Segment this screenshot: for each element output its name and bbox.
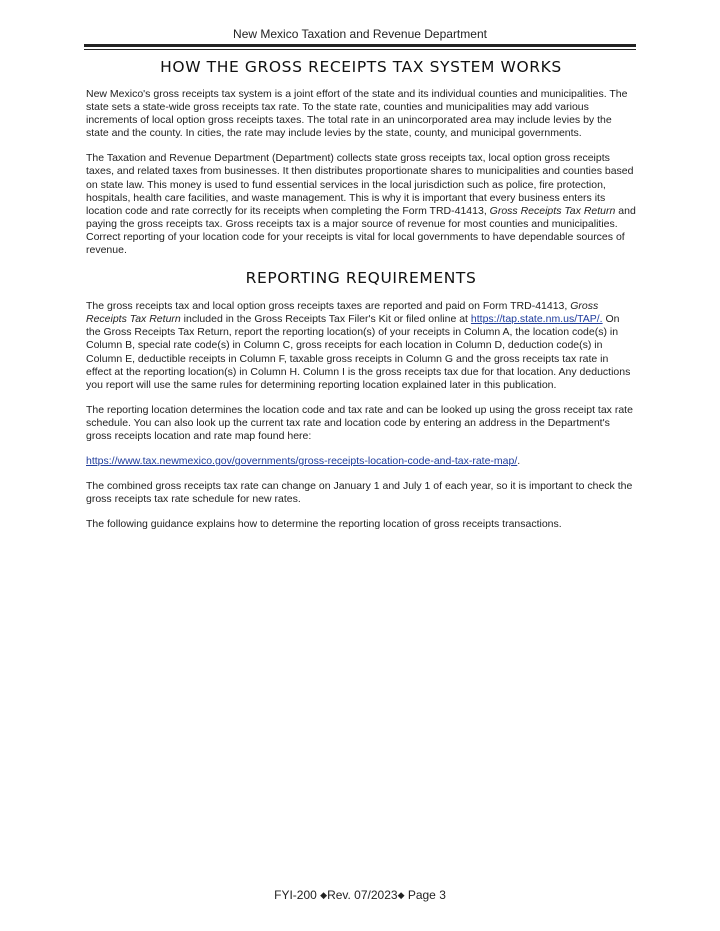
header-rule-thin <box>84 49 636 50</box>
footer-bullet-icon: ◆ <box>320 890 328 900</box>
paragraph-rate-changes: The combined gross receipts tax rate can change on January 1 and July 1 of each year, so it is important to check the gross receipts tax rate schedule for new rates. <box>86 480 633 506</box>
paragraph-text: On the Gross Receipts Tax Return, report the reporting location(s) of your receipts in Column A, the location code(s) in Column B, special rate code(s) in Column C, gross receipts for each location in Column D, deduction code(s) in Column E, deductible receipts in Column F, taxable gross receipts in Column G and the gross receipts tax rate in effect at the reporting location(s) in Column H. Column I is the gross receipts tax due for that location. Any deductions you report will use the same rules for determining reporting location explained later in this publication. <box>86 313 631 391</box>
footer-bullet-icon: ◆ <box>397 890 405 900</box>
form-title-italic: Gross Receipts Tax Return <box>489 204 616 217</box>
rate-map-link[interactable]: https://www.tax.newmexico.gov/governments/gross-receipts-location-code-and-tax-rate-map/ <box>86 455 518 468</box>
paragraph-map-link <box>86 455 636 468</box>
filers-kit-name: Gross Receipts Tax Filer's Kit <box>254 313 391 326</box>
form-title-italic: Gross Receipts Tax Return <box>86 300 599 326</box>
paragraph-text: and paying the gross receipts tax. Gross receipts tax is a major source of revenue for most counties and municipalities. Correct reporting of your location code for your receipts is vital for local governments to have dependable sources of revenue. <box>86 204 636 257</box>
paragraph-reporting-location: The reporting location determines the location code and tax rate and can be looked up using the gross receipt tax rate schedule. You can also look up the current tax rate and location code by entering an address in the Department's gross receipts location and rate map found here: <box>86 403 633 442</box>
header-rule-thick <box>84 44 636 47</box>
paragraph-text: or filed online at <box>390 313 471 326</box>
link-suffix: . <box>517 455 521 468</box>
paragraph-text: included in the <box>180 313 255 326</box>
paragraph-guidance: The following guidance explains how to determine the reporting location of gross receipts transactions. <box>86 518 562 531</box>
paragraph-reporting-form <box>86 300 636 392</box>
section-title-reporting-requirements: REPORTING REQUIREMENTS <box>245 269 477 288</box>
paragraph-text: The Taxation and Revenue Department (Department) collects state gross receipts tax, local option gross receipts taxes, and related taxes from businesses. It then distributes proportionate shares to municipalities and counties based on state law. This money is used to fund essential services in the local jurisdiction such as police, fire protection, hospitals, health care facilities, and waste management. This is why it is important that every business enters its location code and rate correctly for its receipts when completing the Form TRD-41413, <box>86 152 634 217</box>
page-footer <box>0 888 720 902</box>
paragraph-department-collection <box>86 152 636 257</box>
running-header: New Mexico Taxation and Revenue Department <box>233 27 487 41</box>
footer-revision: Rev. 07/2023 <box>327 888 398 902</box>
paragraph-grt-system-overview: New Mexico's gross receipts tax system is a joint effort of the state and its individual counties and municipalities. The state sets a state-wide gross receipts tax rate. To the state rate, counties and municipalities may add various increments of local option gross receipts taxes. The total rate in an unincorporated area may include levies by the state and the county. In cities, the rate may include levies by the state, county, and municipal governments. <box>86 88 628 140</box>
tap-link[interactable]: https://tap.state.nm.us/TAP/. <box>470 313 603 326</box>
paragraph-text: The gross receipts tax and local option gross receipts taxes are reported and paid on Form TRD-41413, <box>86 300 571 313</box>
footer-form-id: FYI-200 <box>274 888 317 902</box>
footer-page-number: Page 3 <box>407 888 446 902</box>
section-title-how-grt-works: HOW THE GROSS RECEIPTS TAX SYSTEM WORKS <box>160 58 562 76</box>
page-content <box>86 56 636 543</box>
